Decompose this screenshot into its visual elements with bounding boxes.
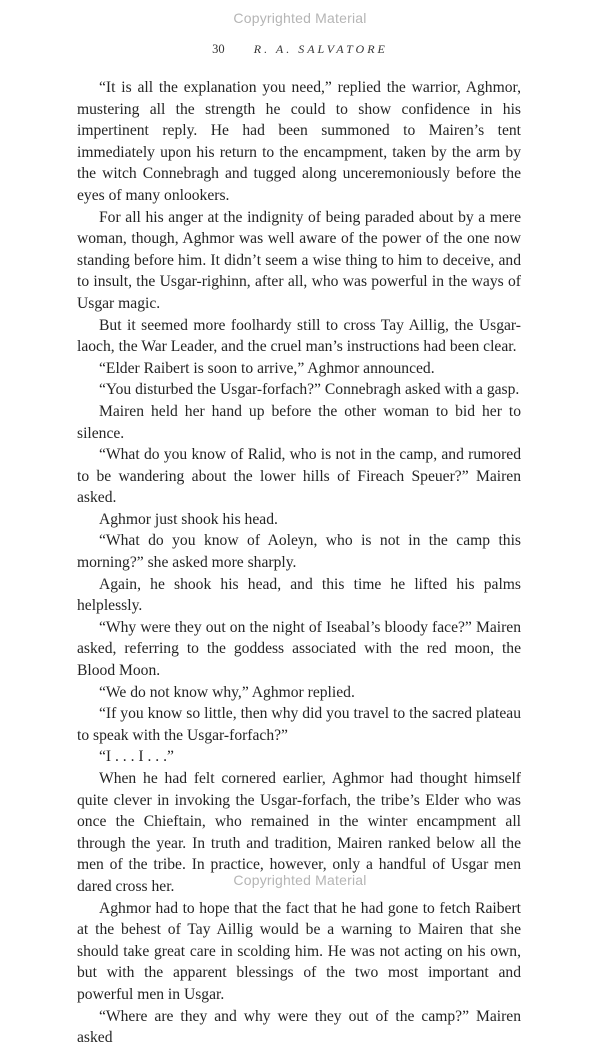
paragraph: For all his anger at the indignity of being paraded about by a mere woman, though, Aghmor was well aware of the power of the one now standing before him. It didn’t seem a wise thing to him to deceive, and to insult, the Usgar-righinn, after all, who was powerful in the ways of Usgar magic. (77, 208, 521, 312)
copyright-watermark-top: Copyrighted Material (233, 10, 367, 26)
paragraph: “Why were they out on the night of Iseabal’s bloody face?” Mairen asked, referring to the goddess associated with the red moon, the Blood Moon. (77, 618, 521, 680)
author-name: R. A. SALVATORE (253, 42, 388, 56)
paragraph: Mairen held her hand up before the other woman to bid her to silence. (77, 402, 521, 442)
paragraph: When he had felt cornered earlier, Aghmor had thought himself quite clever in invoking the Usgar-forfach, the tribe’s Elder who was once the Chieftain, who remained in the winter encampment all through the year. In truth and tradition, Mairen ranked below all the men of the tribe. In practice, however, only a handful of Usgar men dared cross her. (77, 770, 521, 895)
running-header (0, 42, 600, 57)
paragraph: “We do not know why,” Aghmor replied. (99, 683, 355, 701)
copyright-watermark-bottom: Copyrighted Material (233, 872, 367, 888)
paragraph: But it seemed more foolhardy still to cross Tay Aillig, the Usgar-laoch, the War Leader, and the cruel man’s instructions had been clear. (77, 316, 521, 356)
paragraph: Again, he shook his head, and this time he lifted his palms helplessly. (77, 575, 521, 615)
body-text (77, 77, 521, 1049)
paragraph: Aghmor just shook his head. (99, 510, 278, 528)
page-number: 30 (212, 42, 225, 56)
paragraph: Aghmor had to hope that the fact that he had gone to fetch Raibert at the behest of Tay Aillig would be a warning to Mairen that she should take great care in scolding him. He was not acting on his own, but with the apparent blessings of the two most important and powerful men in Usgar. (77, 899, 521, 1003)
paragraph: “Where are they and why were they out of the camp?” Mairen asked (77, 1007, 521, 1047)
paragraph: “What do you know of Ralid, who is not in the camp, and rumored to be wandering about the lower hills of Fireach Speuer?” Mairen asked. (77, 446, 521, 507)
paragraph: “You disturbed the Usgar-forfach?” Connebragh asked with a gasp. (99, 381, 520, 399)
paragraph: “I . . . I . . .” (99, 748, 174, 766)
paragraph: “What do you know of Aoleyn, who is not in the camp this morning?” she asked more sharply. (77, 532, 521, 572)
paragraph: “It is all the explanation you need,” replied the warrior, Aghmor, mustering all the strength he could to show confidence in his impertinent reply. He had been summoned to Mairen’s tent immediately upon his return to the encampment, taken by the arm by the witch Connebragh and tugged along unceremoniously before the eyes of many onlookers. (77, 79, 521, 204)
paragraph: “Elder Raibert is soon to arrive,” Aghmor announced. (99, 359, 435, 377)
paragraph: “If you know so little, then why did you travel to the sacred plateau to speak with the Usgar-forfach?” (77, 705, 521, 744)
